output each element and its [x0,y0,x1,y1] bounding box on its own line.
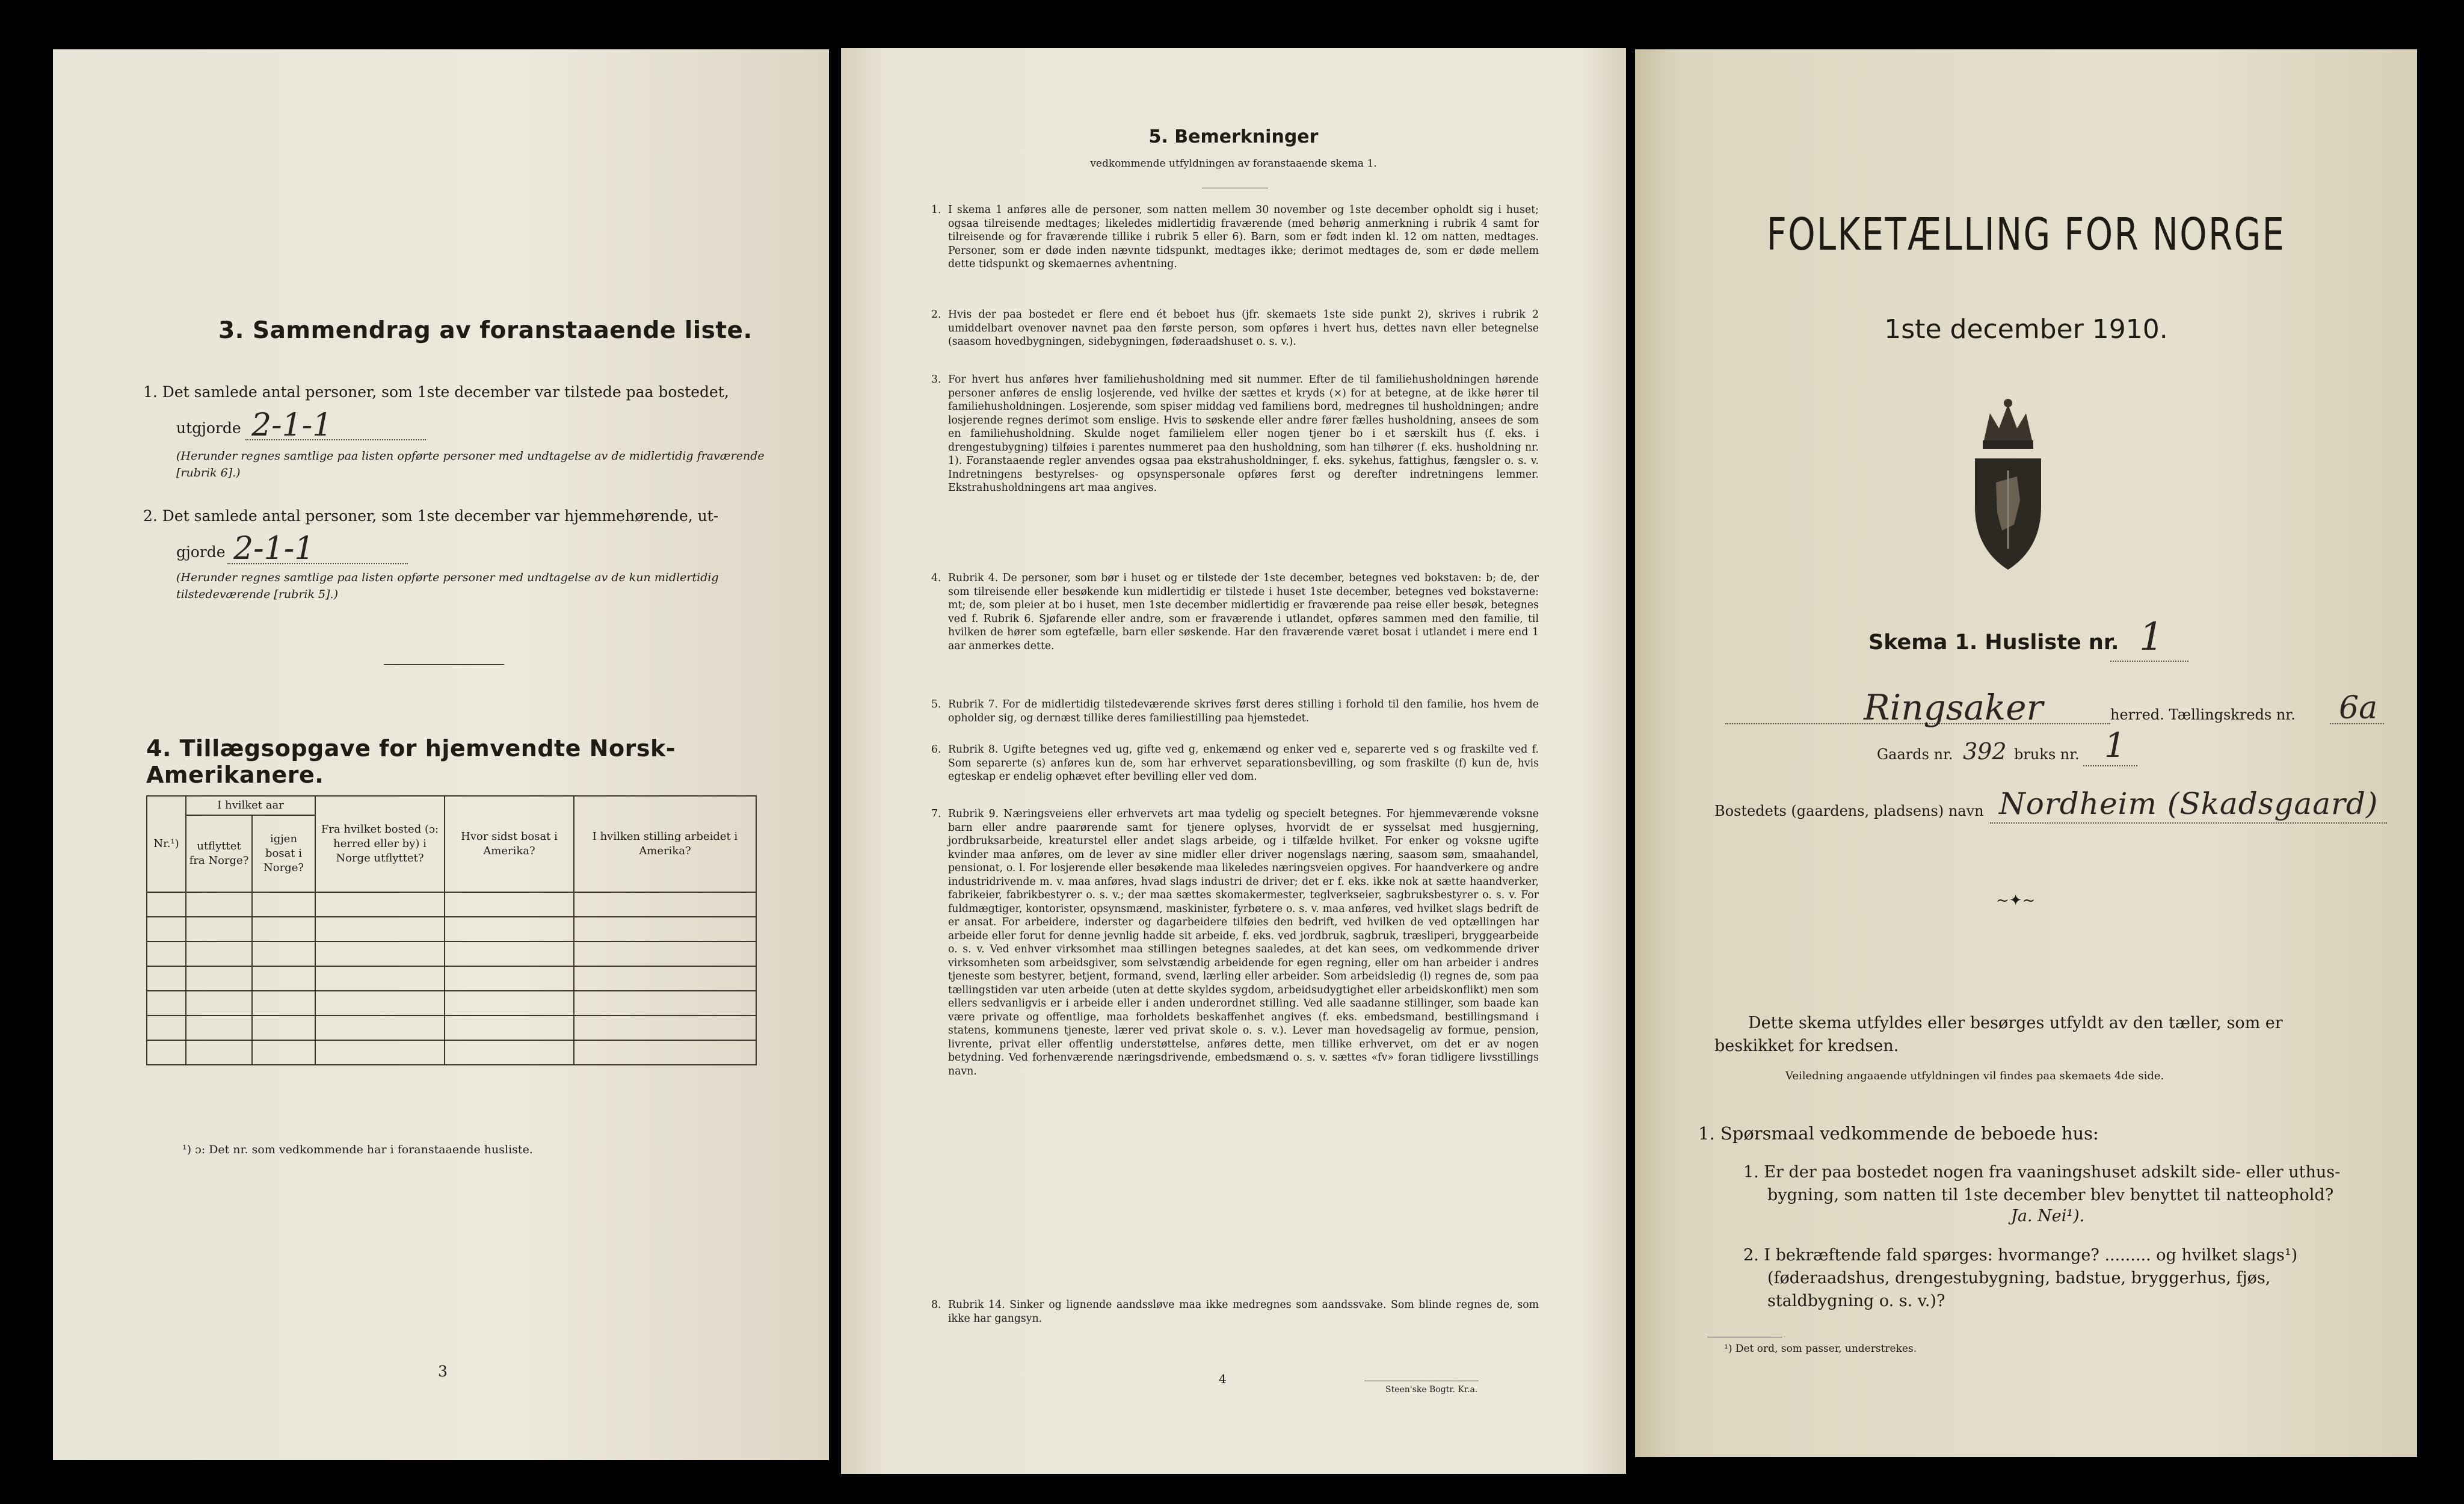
gaards-label: Gaards nr. [1877,746,1953,763]
footnote: ¹) Det ord, som passer, understrekes. [1724,1343,1917,1355]
printer-imprint: Steen'ske Bogtr. Kr.a. [1385,1385,1478,1395]
coat-of-arms-icon [1960,386,2056,579]
col-year-group: I hvilket aar [186,796,315,815]
remark-item: Rubrik 9. Næringsveiens eller erhvervets art maa tydelig og specielt betegnes. For hjemmeværende voksne barn eller andre paarørende samt for tjenere oplyses, hvorvidt de er sysselsat med husgjerning, jordbruksarbeide, kreaturstel eller andet slags arbeide, og i tilfælde hvilket. For enker og voksne ugifte kvinder maa anføres, om de lever av sine midler eller driver nogenslags næring, saasom søm, smaahandel, pensionat, o. l. For losjerende eller besøkende maa likeledes næringsveien opgives. For haandverkere og andre industridrivende m. v. maa anføres, hvad slags industri de driver; det er f. eks. ikke nok at sætte haandverker, fabrikeier, fabrikbestyrer o. s. v.; der maa sættes skomakermester, teglverkseier, sagbruksbestyrer o. s. v. For fuldmægtiger, kontorister, opsynsmænd, maskinister, fyrbøtere o. s. v. maa anføres, ved hvilket slags bedrift de er ansat. For arbeidere, inderster og dagarbeidere tilføies den bedrift, ved hvilken de ved optællingen har arbeide eller forut for denne jevnlig hadde sit arbeide, f. eks. ved jordbruk, sagbruk, træsliperi, bryggearbeide o. s. v. Ved enhver virksomhet maa stillingen betegnes saaledes, at det kan sees, om vedkommende driver virksomheten som arbeidsgiver, som selvstændig arbeidende for egen regning, eller om han arbeider i andres tjeneste som bestyrer, betjent, formand, svend, lærling eller arbeider. Som arbeidsledig (l) regnes de, som paa tællingstiden var uten arbeide (uten at dette skyldes sygdom, arbeidsudygtighet eller arbeidskonflikt) men som ellers sedvanligvis er i arbeide eller i anden underordnet stilling. Ved alle saadanne stillinger, som baade kan være private og offentlige, maa forholdets beskaffenhet angives (f. eks. embedsmand, bestillingsmand i statens, kommunens tjeneste, lærer ved privat skole o. s. v.). Lever man hovedsagelig av formue, pension, livrente, privat eller offentlig understøttelse, anføres dette, men tillike erhvervet, om det er av nogen betydning. Ved forhenværende næringsdrivende, embedsmænd o. s. v. sættes «fv» foran tidligere livsstillings navn. [948,808,1539,1077]
bosted-value: Nordheim (Skadsgaard) [1999,786,2379,821]
page-three [53,49,829,1460]
remark-item: Rubrik 14. Sinker og lignende aandssløve maa ikke medregnes som aandssvake. Som blinde regnes de, som ikke har gangsyn. [948,1299,1539,1325]
bosted-line [1990,822,2387,824]
col-nr: Nr.¹) [147,796,186,892]
remark-number: 1. [931,204,941,216]
section-4-title: 4. Tillægsopgave for hjemvendte Norsk-Amerikanere. [146,735,676,788]
table-footnote: ¹) ɔ: Det nr. som vedkommende har i foranstaaende husliste. [182,1143,533,1156]
col-utflyttet: utflyttet fra Norge? [186,815,252,892]
table-row [147,917,756,942]
bruks-label: bruks nr. [2014,746,2080,763]
herred-label: herred. Tællingskreds nr. [2110,706,2296,723]
section-3-title: 3. Sammendrag av foranstaaende liste. [218,317,753,344]
bruks-value: 1 [2104,726,2126,765]
table-row [147,892,756,917]
census-date: 1ste december 1910. [1884,314,2168,345]
remark-number: 4. [931,572,941,584]
bosted-label: Bostedets (gaardens, pladsens) navn [1714,803,1984,819]
col-stilling: I hvilken stilling arbeidet i Amerika? [574,796,756,892]
page-four [841,48,1626,1474]
remark-item: I skema 1 anføres alle de personer, som natten mellem 30 november og 1ste december opholdt sig i huset; ogsaa tilreisende medtages; likeledes midlertidig fraværende (med behørig anmerkning i rubrik 4 samt for tilreisende og for fraværende tillike i rubrik 5 eller 6). Barn, som er født inden kl. 12 om natten, medtages. Personer, som er døde inden nævnte tidspunkt, medtages ikke; derimot medtages de, som er døde mellem dette tidspunkt og skemaernes avhentning. [948,204,1539,270]
summary-item-2-value: 2-1-1 [233,531,315,567]
table-row [147,942,756,966]
question-1-answer: Ja. Nei¹). [2011,1207,2085,1225]
summary-item-1-value: 2-1-1 [251,407,333,443]
norsk-amerikanere-table [146,795,757,1065]
remark-number: 5. [931,698,941,710]
bruks-line [2083,765,2137,766]
summary-item-2: 2. Det samlede antal personer, som 1ste december var hjemmehørende, ut- [143,507,719,525]
summary-item-1-label: utgjorde [176,419,241,437]
remark-number: 7. [931,808,941,820]
table-row [147,1040,756,1065]
summary-item-2-label: gjorde [176,543,226,561]
col-hvor-sidst: Hvor sidst bosat i Amerika? [445,796,574,892]
col-fra-hvilket: Fra hvilket bosted (ɔ: herred eller by) i Norge utflyttet? [315,796,445,892]
instruction-text: Dette skema utfyldes eller besørges utfyldt av den tæller, som er beskikket for kredsen. [1714,1014,2283,1055]
remark-number: 6. [931,744,941,756]
page-number: 3 [438,1363,448,1380]
summary-item-1-line [245,439,426,440]
table-row [147,966,756,991]
gaards-value: 392 [1963,738,2007,765]
skema-label: Skema 1. Husliste nr. [1868,630,2119,655]
question-heading: 1. Spørsmaal vedkommende de beboede hus: [1698,1123,2099,1144]
summary-item-2-note: (Herunder regnes samtlige paa listen opførte personer med undtagelse av de kun midlertidig tilstedeværende [rubrik 5].) [176,571,719,601]
herred-value: Ringsaker [1864,687,2044,728]
census-title: FOLKETÆLLING FOR NORGE [1766,209,2286,260]
remarks-subtitle: vedkommende utfyldningen av foranstaaende skema 1. [1090,158,1377,170]
remark-number: 3. [931,374,941,386]
summary-item-1: 1. Det samlede antal personer, som 1ste december var tilstede paa bostedet, [143,383,729,401]
table-row [147,991,756,1016]
question-2: 2. I bekræftende fald spørges: hvormange? ......... og hvilket slags¹) (føderaadshus, drengestubygning, badstue, bryggerhus, fjøs, staldbygning o. s. v.)? [1743,1246,2298,1310]
page-number: 4 [1219,1372,1227,1386]
instruction-sub: Veiledning angaaende utfyldningen vil findes paa skemaets 4de side. [1785,1070,2164,1082]
section-divider [384,664,504,665]
kreds-line [2330,723,2384,724]
remark-item: For hvert hus anføres hver familiehusholdning med sit nummer. Efter de til familiehusholdningen hørende personer anføres de enslig losjerende, ved hvilke der sættes et kryds (×) for at betegne, at de ikke hører til familiehusholdningen. Losjerende, som spiser middag ved familiens bord, medregnes til husholdningen; andre losjerende regnes derimot som enslige. Hvis to søskende eller andre fører fælles husholdning, ansees de som en familiehusholdning. Skulde noget familielem eller nogen tjener bo i et særskilt hus (f. eks. i drengestubygning) tilføies i parentes nummeret paa den husholdning, som han tilhører (f. eks. husholdning nr. 1). Foranstaaende regler anvendes ogsaa paa ekstrahusholdninger, f. eks. sykehus, fattighus, fængsler o. s. v. Indretningens bestyrelses- og opsynspersonale opføres først og derefter indretningens lemmer. Ekstrahusholdningens art maa angives. [948,374,1539,494]
remark-number: 8. [931,1299,941,1311]
remark-item: Hvis der paa bostedet er flere end ét beboet hus (jfr. skemaets 1ste side punkt 2), skrives i rubrik 2 umiddelbart ovenover navnet paa den første person, som opføres i hvert hus, dettes navn eller betegnelse (saasom hovedbygningen, sidebygningen, føderaadshuset o. s. v.). [948,309,1539,348]
ornament-icon: ~✦~ [1996,892,2036,910]
summary-item-2-line [227,563,408,564]
husliste-line [2110,661,2188,662]
question-1: 1. Er der paa bostedet nogen fra vaaningshuset adskilt side- eller uthus-bygning, som natten til 1ste december blev benyttet til natteophold? [1743,1163,2341,1204]
table-row [147,1016,756,1040]
remarks-title: 5. Bemerkninger [1148,126,1319,147]
remark-item: Rubrik 4. De personer, som bør i huset og er tilstede der 1ste december, betegnes ved bokstaven: b; de, der som tilreisende eller besøkende kun midlertidig er tilstede i huset 1ste december, betegnes ved bokstaverne: mt; de, som pleier at bo i huset, men 1ste december midlertidig er fraværende paa reise eller besøk, betegnes ved f. Rubrik 6. Sjøfarende eller andre, som er fraværende i utlandet, opføres sammen med den familie, til hvilken de hører som egtefælle, barn eller søskende. Har den fraværende været bosat i utlandet i mere end 1 aar anmerkes dette. [948,572,1539,652]
remark-item: Rubrik 8. Ugifte betegnes ved ug, gifte ved g, enkemænd og enker ved e, separerte ved s og fraskilte ved f. Som separerte (s) anføres kun de, som har erhvervet separationsbevilling, og som fraskilte (f) kun de, hvis egteskap er endelig ophævet efter bevilling eller ved dom. [948,744,1539,783]
kreds-value: 6a [2339,690,2378,726]
remark-item: Rubrik 7. For de midlertidig tilstedeværende skrives først deres stilling i forhold til den familie, hos hvem de opholder sig, og dernæst tillike deres familiestilling paa hjemstedet. [948,698,1539,724]
col-igjen: igjen bosat i Norge? [252,815,315,892]
summary-item-1-note: (Herunder regnes samtlige paa listen opførte personer med undtagelse av de midlertidig fraværende [rubrik 6].) [176,449,765,479]
husliste-nr: 1 [2139,615,2164,659]
cover-page [1635,49,2417,1457]
remark-number: 2. [931,309,941,321]
